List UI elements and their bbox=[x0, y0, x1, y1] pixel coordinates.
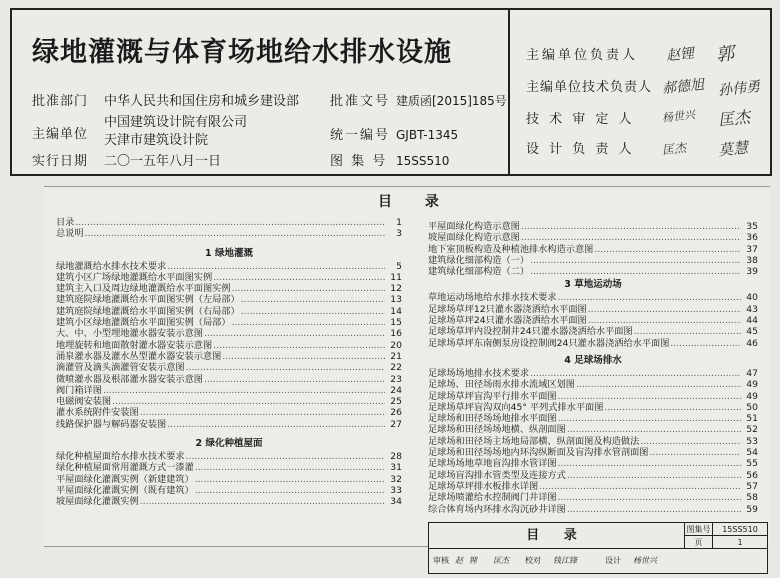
entry-page: 22 bbox=[390, 362, 402, 374]
leader-dots bbox=[241, 306, 385, 317]
contents-entry bbox=[428, 447, 758, 458]
leader-dots bbox=[650, 447, 742, 458]
signature-panel bbox=[512, 10, 770, 174]
entry-title: 大、中、小型埋地灌水器安装示意图 bbox=[56, 328, 203, 340]
entry-page: 46 bbox=[746, 337, 758, 349]
entry-title: 足球场盲沟排水管类型及连接方式 bbox=[428, 469, 566, 481]
approval-cell: 校对 bbox=[525, 556, 541, 565]
entry-title: 建筑绿化细部构造（一） bbox=[428, 254, 530, 266]
page-title: 绿地灌溉与体育场地给水排水设施 bbox=[32, 37, 452, 68]
entry-title: 绿地灌溉给水排水技术要求 bbox=[56, 260, 167, 272]
leader-dots bbox=[558, 458, 741, 469]
contents-entry bbox=[428, 368, 758, 379]
leader-dots bbox=[521, 232, 741, 243]
entry-title: 平屋面绿化灌溉实例（既有建筑） bbox=[56, 484, 194, 496]
entry-page: 25 bbox=[390, 396, 402, 408]
leader-dots bbox=[232, 317, 385, 328]
leader-dots bbox=[558, 492, 741, 503]
entry-page: 58 bbox=[746, 492, 758, 504]
leader-dots bbox=[594, 244, 741, 255]
leader-dots bbox=[558, 292, 741, 303]
entry-title: 足球场和田径场场地排水平面图 bbox=[428, 413, 557, 425]
leader-dots bbox=[558, 391, 741, 402]
leader-dots bbox=[232, 283, 385, 294]
approval-dept-value: 中华人民共和国住房和城乡建设部 bbox=[104, 94, 300, 109]
leader-dots bbox=[213, 340, 385, 351]
contents-entry bbox=[428, 244, 758, 255]
entry-title: 足球场草坪排水板排水详图 bbox=[428, 480, 539, 492]
entry-page: 49 bbox=[746, 379, 758, 391]
entry-title: 建筑庭院绿地灌溉给水平面图实例（左局部） bbox=[56, 294, 240, 306]
entry-title: 涌泉灌水器及灌水丛型灌水器安装示意图 bbox=[56, 350, 222, 362]
leader-dots bbox=[558, 413, 741, 424]
entry-page: 44 bbox=[746, 315, 758, 327]
leader-dots bbox=[140, 496, 385, 507]
contents-entry bbox=[56, 317, 402, 328]
approval-cell: 审核 bbox=[433, 556, 449, 565]
sig-label-1: 主编单位负责人 bbox=[526, 48, 639, 63]
entry-title: 坡屋面绿化构造示意图 bbox=[428, 232, 520, 244]
contents-entry bbox=[428, 221, 758, 232]
leader-dots bbox=[112, 396, 385, 407]
date-label: 实行日期 bbox=[32, 154, 89, 169]
entry-page: 49 bbox=[746, 390, 758, 402]
contents-entry bbox=[56, 485, 402, 496]
entry-page: 11 bbox=[390, 271, 402, 283]
page-number: 1 bbox=[713, 536, 767, 549]
section-heading: 2 绿化种植屋面 bbox=[195, 438, 263, 450]
leader-dots bbox=[241, 294, 385, 305]
approval-row bbox=[429, 549, 767, 573]
contents-entry bbox=[56, 462, 402, 473]
entry-title: 足球场和田径场场地内环沟纵断面及盲沟排水管剖面图 bbox=[428, 447, 649, 459]
entry-page: 36 bbox=[746, 232, 758, 244]
entry-page: 5 bbox=[396, 260, 402, 272]
entry-title: 足球场草坪12只灌水器浇洒给水平面图 bbox=[428, 303, 587, 315]
entry-page: 50 bbox=[746, 401, 758, 413]
leader-dots bbox=[140, 407, 385, 418]
contents-entry bbox=[428, 458, 758, 469]
entry-title: 电磁阀安装图 bbox=[56, 396, 112, 408]
approval-dept-row bbox=[32, 90, 299, 109]
entry-title: 足球场草坪东南侧泵房设控制阀24只灌水器浇洒给水平面图 bbox=[428, 337, 670, 349]
entry-title: 建筑庭院绿地灌溉给水平面图实例（右局部） bbox=[56, 305, 240, 317]
contents-title: 目 录 bbox=[378, 194, 453, 210]
entry-title: 足球场草坪盲沟双向45° 平列式排水平面图 bbox=[428, 401, 604, 413]
leader-dots bbox=[588, 304, 741, 315]
leader-dots bbox=[204, 374, 385, 385]
contents-entry bbox=[428, 338, 758, 349]
contents-entry bbox=[56, 306, 402, 317]
contents-entry bbox=[56, 451, 402, 462]
entry-page: 43 bbox=[746, 303, 758, 315]
leader-dots bbox=[204, 328, 385, 339]
entry-title: 平屋面绿化构造示意图 bbox=[428, 221, 520, 232]
entry-page: 14 bbox=[390, 305, 402, 317]
entry-page: 59 bbox=[746, 503, 758, 515]
contents-entry bbox=[428, 504, 758, 515]
atlas-label: 图集号 bbox=[685, 523, 713, 536]
entry-page: 45 bbox=[746, 326, 758, 338]
entry-page: 26 bbox=[390, 407, 402, 419]
contents-entry bbox=[56, 385, 402, 396]
entry-page: 47 bbox=[746, 367, 758, 379]
approval-cell: 匡杰 bbox=[493, 556, 509, 565]
entry-page: 37 bbox=[746, 243, 758, 255]
entry-page: 28 bbox=[390, 451, 402, 463]
entry-page: 35 bbox=[746, 221, 758, 232]
entry-page: 21 bbox=[390, 350, 402, 362]
unified-no-label: 统一编号 bbox=[330, 128, 391, 143]
leader-dots bbox=[530, 266, 741, 277]
editor-row bbox=[32, 114, 247, 150]
entry-page: 32 bbox=[390, 473, 402, 485]
signature-mark: 匡杰 bbox=[661, 140, 687, 158]
contents-right-column bbox=[428, 221, 758, 515]
atlas-no-row bbox=[330, 150, 449, 169]
contents-entry bbox=[428, 292, 758, 303]
leader-dots bbox=[640, 436, 741, 447]
entry-page: 54 bbox=[746, 447, 758, 459]
entry-title: 阀门箱详图 bbox=[56, 384, 102, 396]
leader-dots bbox=[604, 402, 741, 413]
entry-page: 40 bbox=[746, 292, 758, 304]
entry-title: 足球场草坪24只灌水器浇洒给水平面图 bbox=[428, 315, 587, 327]
entry-page: 12 bbox=[390, 283, 402, 295]
entry-title: 足球场、田径场雨水排水流域区划图 bbox=[428, 379, 575, 391]
editor-unit-2: 天津市建筑设计院 bbox=[104, 133, 209, 148]
contents-entry bbox=[56, 419, 402, 430]
leader-dots bbox=[186, 362, 385, 373]
approval-cell: 锂 bbox=[469, 556, 477, 565]
leader-dots bbox=[521, 221, 741, 232]
entry-title: 综合体育场内环排水沟沉砂井详图 bbox=[428, 503, 566, 515]
leader-dots bbox=[167, 419, 385, 430]
editor-label: 主编单位 bbox=[32, 127, 89, 142]
entry-page: 55 bbox=[746, 458, 758, 470]
approval-cell: 赵 bbox=[455, 556, 463, 565]
contents-entry bbox=[428, 413, 758, 424]
contents-entry bbox=[56, 351, 402, 362]
entry-title: 足球场场地排水技术要求 bbox=[428, 367, 530, 379]
contents-entry bbox=[428, 402, 758, 413]
entry-title: 绿化种植屋面给水排水技术要求 bbox=[56, 451, 185, 463]
contents-entry bbox=[56, 340, 402, 351]
leader-dots bbox=[186, 451, 385, 462]
entry-page: 13 bbox=[390, 294, 402, 306]
contents-entry bbox=[56, 396, 402, 407]
entry-page: 52 bbox=[746, 424, 758, 436]
contents-entry bbox=[56, 261, 402, 272]
leader-dots bbox=[195, 485, 385, 496]
entry-page: 53 bbox=[746, 435, 758, 447]
entry-page: 24 bbox=[390, 384, 402, 396]
leader-dots bbox=[539, 481, 741, 492]
leader-dots bbox=[167, 261, 385, 272]
contents-entry bbox=[56, 407, 402, 418]
entry-title: 建筑绿化细部构造（二） bbox=[428, 266, 530, 278]
atlas-no-label: 图 集 号 bbox=[330, 154, 388, 169]
entry-title: 地埋旋转和地面散射灌水器安装示意图 bbox=[56, 339, 213, 351]
contents-entry bbox=[428, 481, 758, 492]
entry-page: 38 bbox=[746, 254, 758, 266]
bottom-frame-line bbox=[44, 546, 428, 574]
leader-dots bbox=[670, 338, 741, 349]
leader-dots bbox=[567, 504, 741, 515]
entry-title: 滴灌管及滴头滴灌管安装示意图 bbox=[56, 362, 185, 374]
leader-dots bbox=[195, 474, 385, 485]
entry-page: 56 bbox=[746, 469, 758, 481]
sig-label-4: 设 计 负 责 人 bbox=[526, 142, 635, 157]
entry-title: 足球场和田径场场地横、纵剖面图 bbox=[428, 424, 566, 436]
leader-dots bbox=[195, 462, 385, 473]
contents-left-column bbox=[56, 217, 402, 508]
entry-title: 线路保护器与解码器安装图 bbox=[56, 418, 167, 430]
contents-entry bbox=[428, 232, 758, 243]
atlas-no-value: 15SS510 bbox=[396, 154, 450, 168]
contents-entry bbox=[56, 328, 402, 339]
signature-mark: 杨世兴 bbox=[661, 108, 696, 125]
contents-entry bbox=[428, 470, 758, 481]
contents-entry bbox=[56, 496, 402, 507]
editor-unit-1: 中国建筑设计院有限公司 bbox=[104, 115, 248, 130]
contents-entry bbox=[428, 255, 758, 266]
entry-page: 3 bbox=[396, 228, 402, 240]
section-heading: 4 足球场排水 bbox=[564, 354, 622, 366]
leader-dots bbox=[567, 424, 741, 435]
contents-entry bbox=[56, 362, 402, 373]
approval-cell: 设计 bbox=[605, 556, 621, 565]
entry-title: 足球场喷灌给水控制阀门井详图 bbox=[428, 492, 557, 504]
signature-mark: 匡杰 bbox=[717, 107, 752, 130]
entry-page: 31 bbox=[390, 462, 402, 474]
header-info-panel bbox=[12, 10, 510, 174]
date-value: 二〇一五年八月一日 bbox=[104, 154, 222, 169]
contents-entry bbox=[56, 294, 402, 305]
contents-entry bbox=[428, 436, 758, 447]
entry-page: 39 bbox=[746, 266, 758, 278]
entry-title: 建筑小区绿地灌溉给水平面图实例（局部） bbox=[56, 317, 231, 329]
approval-no-row bbox=[330, 90, 507, 109]
entry-title: 总说明 bbox=[56, 228, 84, 240]
section-heading: 3 草地运动场 bbox=[564, 279, 622, 291]
entry-page: 20 bbox=[390, 339, 402, 351]
approval-no-label: 批准文号 bbox=[330, 94, 391, 109]
entry-page: 1 bbox=[396, 217, 402, 228]
signature-mark: 赵锂 bbox=[665, 45, 695, 65]
contents-entry bbox=[428, 266, 758, 277]
contents-entry bbox=[56, 374, 402, 385]
leader-dots bbox=[103, 385, 385, 396]
contents-entry bbox=[428, 391, 758, 402]
contents-entry bbox=[428, 304, 758, 315]
contents-entry bbox=[428, 424, 758, 435]
entry-title: 建筑主入口及周边绿地灌溉给水平面图实例 bbox=[56, 283, 231, 295]
contents-entry bbox=[56, 228, 402, 239]
approval-dept-label: 批准部门 bbox=[32, 94, 89, 109]
drawing-title-block bbox=[428, 522, 768, 574]
entry-title: 坡屋面绿化灌溉实例 bbox=[56, 496, 139, 508]
unified-no-value: GJBT-1345 bbox=[396, 128, 459, 142]
entry-page: 16 bbox=[390, 328, 402, 340]
date-row bbox=[32, 150, 221, 169]
entry-page: 27 bbox=[390, 418, 402, 430]
entry-title: 足球场草坪内设控制井24只灌水器浇洒给水平面图 bbox=[428, 326, 633, 338]
leader-dots bbox=[530, 255, 741, 266]
leader-dots bbox=[530, 368, 741, 379]
leader-dots bbox=[634, 326, 741, 337]
leader-dots bbox=[85, 228, 385, 239]
entry-page: 33 bbox=[390, 484, 402, 496]
entry-title: 建筑小区广场绿地灌溉给水平面图实例 bbox=[56, 271, 213, 283]
entry-title: 灌水系统附件安装图 bbox=[56, 407, 139, 419]
entry-title: 平屋面绿化灌溉实例（新建建筑） bbox=[56, 473, 194, 485]
approval-cell: 杨世兴 bbox=[633, 556, 657, 565]
entry-title: 足球场草坪盲沟平行排水平面图 bbox=[428, 390, 557, 402]
entry-title: 地下室顶板构造及种植池排水构造示意图 bbox=[428, 243, 594, 255]
entry-title: 绿化种植屋面常用灌溉方式一漆灌 bbox=[56, 462, 194, 474]
leader-dots bbox=[576, 379, 741, 390]
cover-header bbox=[10, 8, 772, 176]
signature-mark: 郝德旭 bbox=[661, 76, 705, 98]
unified-no-row bbox=[330, 124, 458, 143]
table-of-contents bbox=[44, 186, 770, 546]
entry-page: 57 bbox=[746, 480, 758, 492]
leader-dots bbox=[567, 470, 741, 481]
leader-dots bbox=[213, 272, 385, 283]
entry-title: 足球场和田径场主场地局部横、纵剖面图及构造做法 bbox=[428, 435, 640, 447]
sig-label-2: 主编单位技术负责人 bbox=[526, 80, 653, 95]
entry-title: 足球场场地草地盲沟排水管详图 bbox=[428, 458, 557, 470]
title-block-name: 目 录 bbox=[429, 523, 685, 549]
section-heading: 1 绿地灌溉 bbox=[205, 247, 253, 259]
contents-entry bbox=[428, 315, 758, 326]
contents-entry bbox=[56, 217, 402, 228]
contents-entry bbox=[56, 474, 402, 485]
signature-mark: 孙伟勇 bbox=[717, 78, 761, 100]
contents-entry bbox=[428, 492, 758, 503]
entry-page: 15 bbox=[390, 317, 402, 329]
leader-dots bbox=[75, 217, 385, 228]
contents-entry bbox=[428, 326, 758, 337]
signature-mark: 莫慧 bbox=[717, 138, 749, 160]
entry-title: 草地运动场地给水排水技术要求 bbox=[428, 292, 557, 304]
signature-mark: 郭 bbox=[715, 43, 736, 66]
sig-label-3: 技 术 审 定 人 bbox=[526, 112, 635, 127]
approval-cell: 钱江锋 bbox=[553, 556, 577, 565]
atlas-number: 15SS510 bbox=[713, 523, 767, 536]
contents-entry bbox=[56, 283, 402, 294]
entry-page: 34 bbox=[390, 496, 402, 508]
entry-title: 微喷灌水器及根部灌水器安装示意图 bbox=[56, 373, 203, 385]
contents-entry bbox=[428, 379, 758, 390]
approval-no-value: 建质函[2015]185号 bbox=[396, 94, 507, 108]
leader-dots bbox=[222, 351, 385, 362]
leader-dots bbox=[588, 315, 741, 326]
entry-title: 目录 bbox=[56, 217, 75, 228]
entry-page: 51 bbox=[746, 413, 758, 425]
entry-page: 23 bbox=[390, 373, 402, 385]
page-label: 页 bbox=[685, 536, 713, 549]
contents-entry bbox=[56, 272, 402, 283]
